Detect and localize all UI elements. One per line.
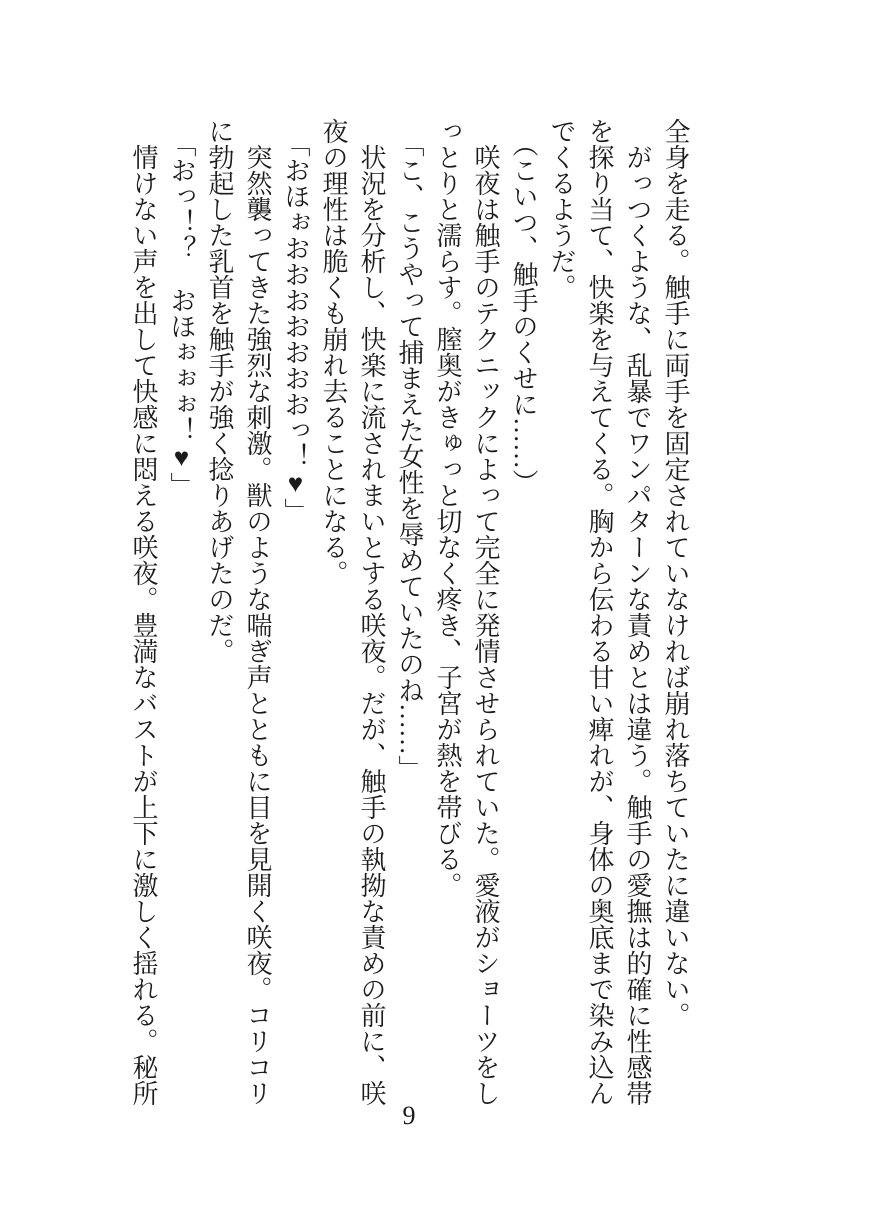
text-column: 情けない声を出して快感に悶える咲夜。豊満なバストが上下に激しく揺れる。秘所 [129,118,158,1106]
text-column: 状況を分析し、快楽に流されまいとする咲夜。だが、触手の執拗な責めの前に、咲 [357,118,386,1106]
text-column: を探り当て、快楽を与えてくる。胸から伝わる甘い痺れが、身体の奥底まで染み込ん [585,118,614,1106]
text-column: 「おっ！？ おほぉぉぉ！♥」 [167,118,196,498]
text-column: （こいつ、触手のくせに……） [509,118,538,495]
text-column: 咲夜は触手のテクニックによって完全に発情させられていた。愛液がショーツをし [471,118,500,1106]
text-column: 「おほぉおおおおおおおっ！♥」 [281,118,310,524]
text-column: でくるようだ。 [547,118,576,300]
text-column: っとりと濡らす。膣奥がきゅっと切なく疼き、子宮が熱を帯びる。 [433,118,462,898]
page-number: 9 [402,1101,416,1130]
text-column: がっつくような、乱暴でワンパターンな責めとは違う。触手の愛撫は的確に性感帯 [623,118,652,1106]
text-column: 夜の理性は脆くも崩れ去ることになる。 [319,118,348,586]
text-column: 全身を走る。触手に両手を固定されていなければ崩れ落ちていたに違いない。 [661,118,690,1028]
text-column: 「こ、こうやって捕まえた女性を辱めていたのね……」 [395,118,424,781]
text-column: に勃起した乳首を触手が強く捻りあげたのだ。 [205,118,234,664]
text-column: 突然襲ってきた強烈な刺激。獣のような喘ぎ声とともに目を見開く咲夜。コリコリ [243,118,272,1106]
vertical-text-block [124,118,694,1128]
